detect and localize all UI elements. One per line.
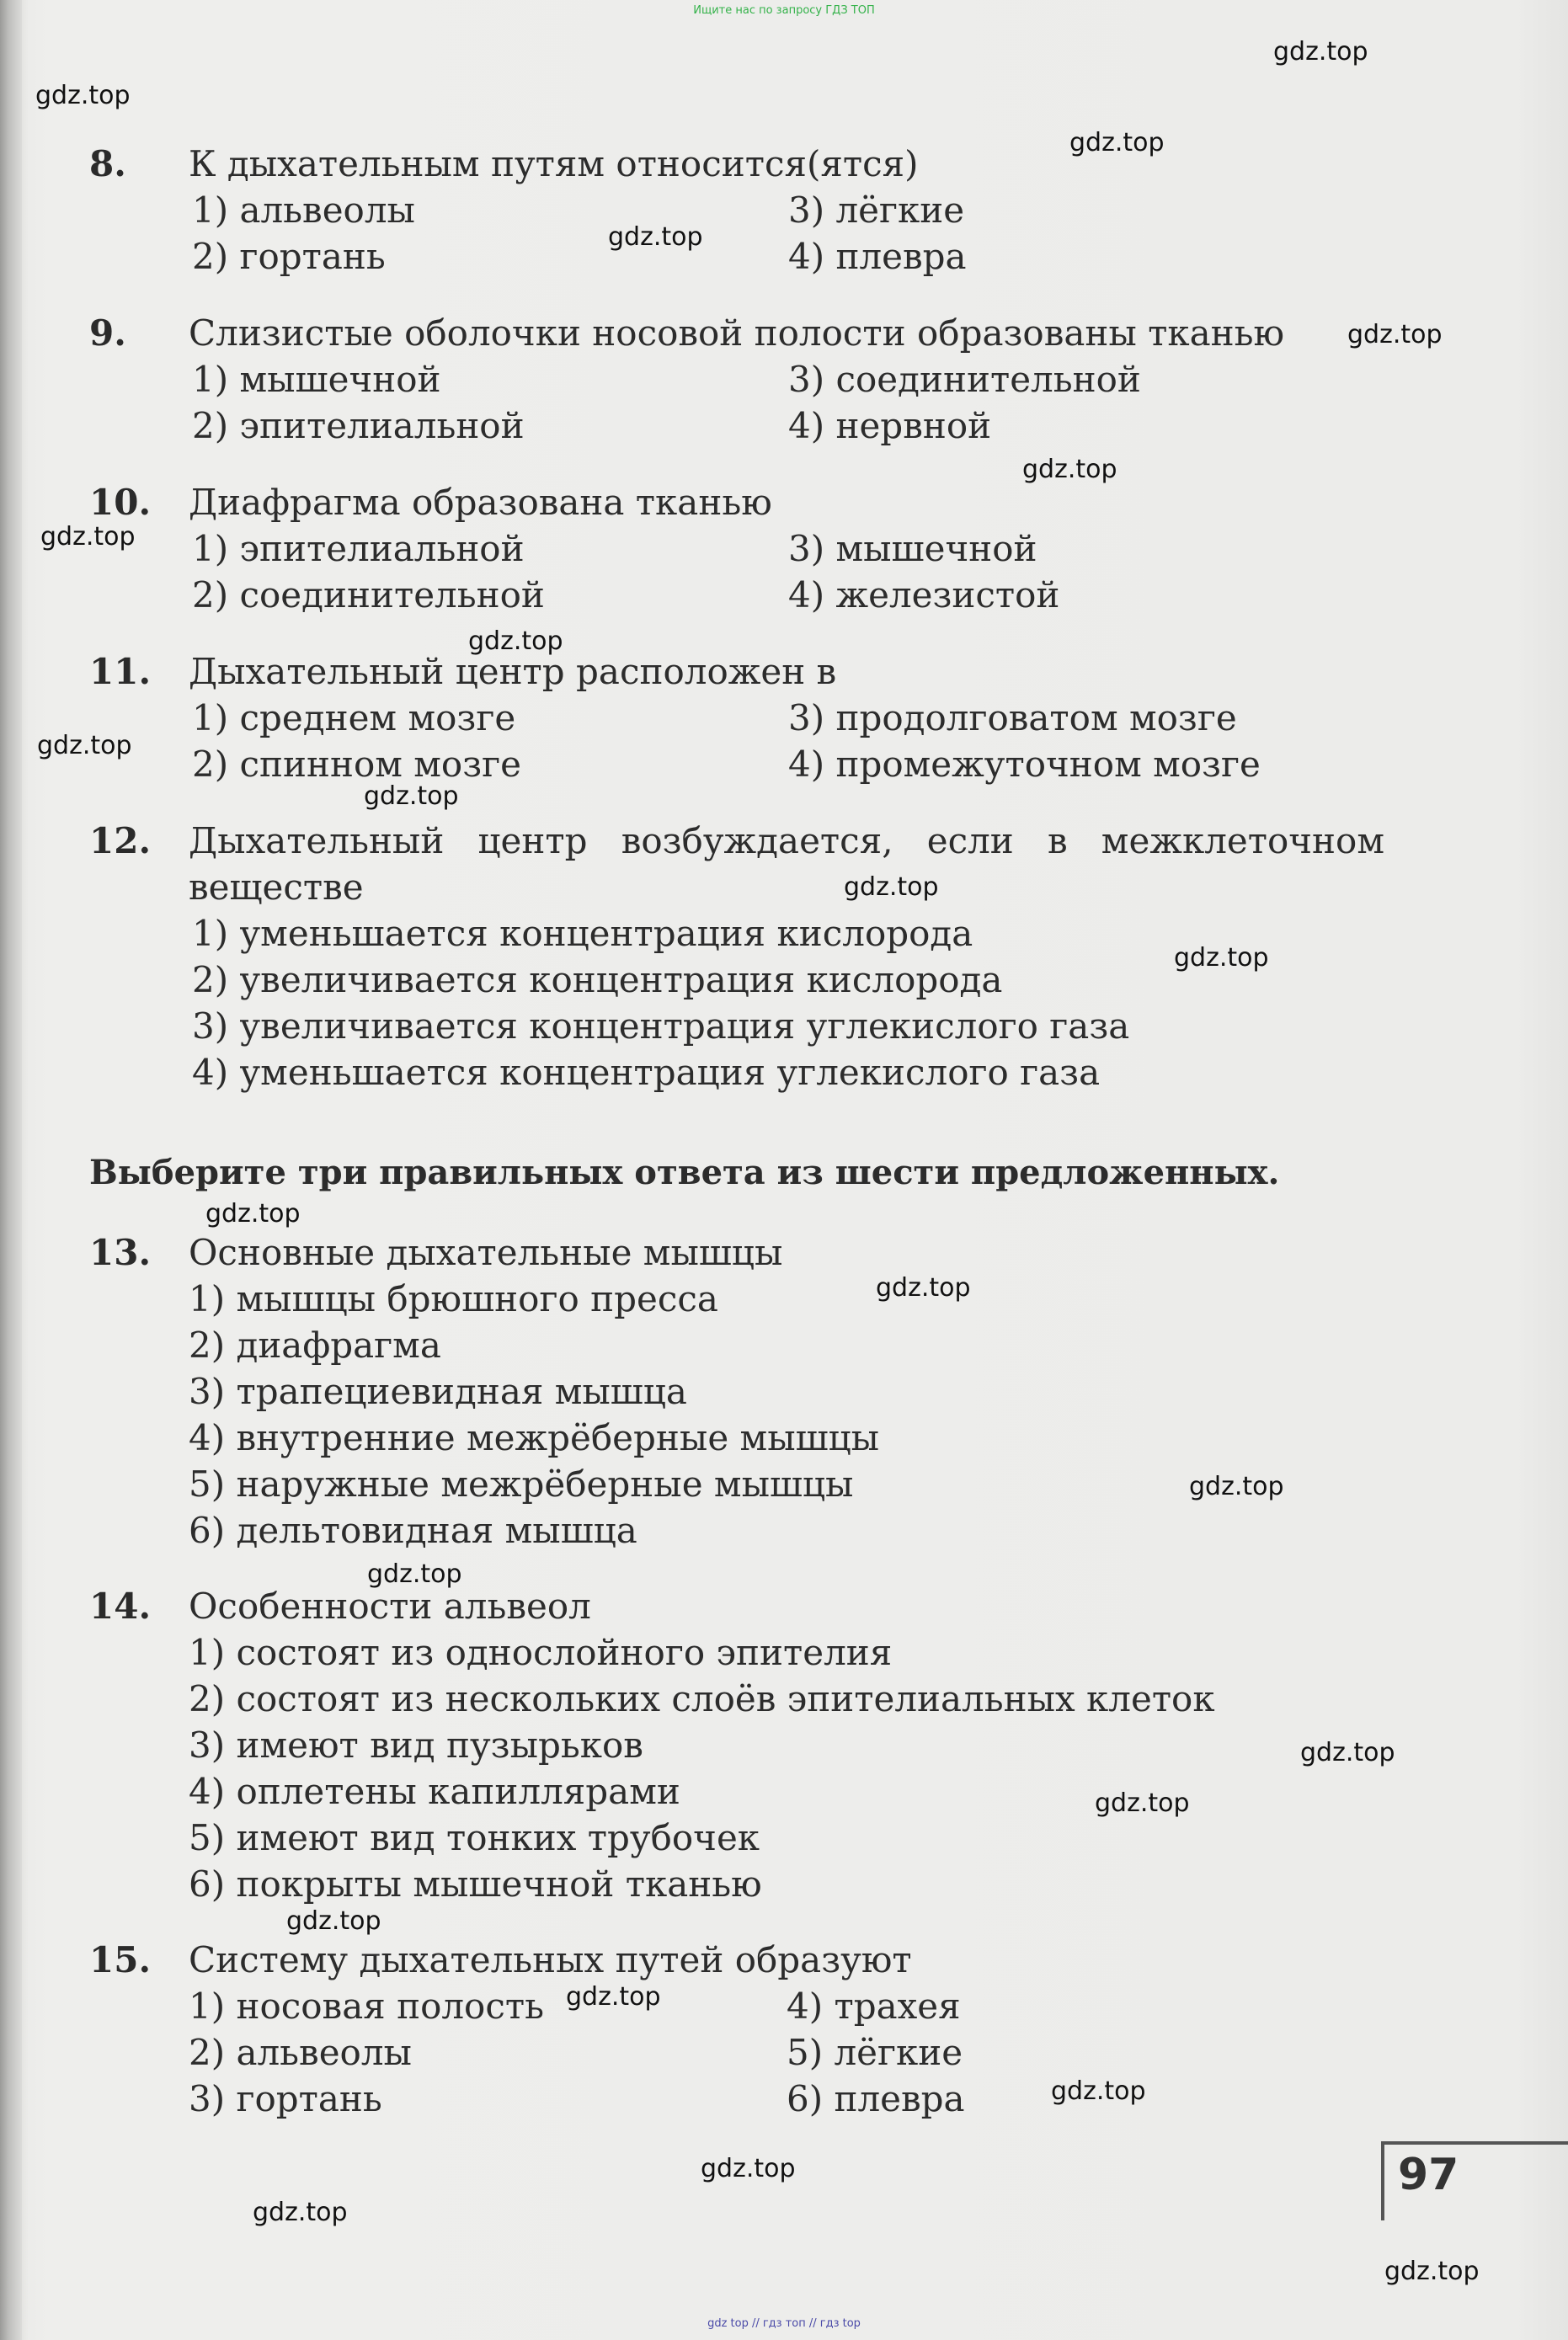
answer-option: 2) состоят из нескольких слоёв эпителиальных клеток bbox=[189, 1678, 1215, 1719]
answer-option: 5) имеют вид тонких трубочек bbox=[189, 1817, 760, 1858]
answer-option: 3) увеличивается концентрация углекислого газа bbox=[192, 1005, 1130, 1047]
watermark: gdz.top bbox=[1189, 1472, 1284, 1501]
watermark: gdz.top bbox=[468, 626, 563, 656]
question-number: 8. bbox=[89, 143, 126, 184]
answer-option: 2) увеличивается концентрация кислорода bbox=[192, 959, 1003, 1000]
answer-option: 4) трахея bbox=[787, 1986, 961, 2027]
answer-option: 6) покрыты мышечной тканью bbox=[189, 1863, 762, 1905]
top-link[interactable]: Ищите нас по запросу ГДЗ ТОП bbox=[693, 4, 875, 17]
question-stem: К дыхательным путям относится(ятся) bbox=[189, 143, 919, 184]
page-number: 97 bbox=[1398, 2150, 1459, 2200]
answer-option: 6) дельтовидная мышца bbox=[189, 1510, 637, 1551]
watermark: gdz.top bbox=[1022, 455, 1117, 484]
question-number: 14. bbox=[89, 1586, 152, 1627]
answer-option: 1) мышечной bbox=[192, 359, 441, 400]
question-number: 13. bbox=[89, 1232, 152, 1273]
answer-option: 1) альвеолы bbox=[192, 189, 415, 231]
answer-option: 3) трапециевидная мышца bbox=[189, 1371, 687, 1412]
watermark: gdz.top bbox=[701, 2154, 796, 2183]
watermark: gdz.top bbox=[205, 1199, 301, 1229]
answer-option: 2) соединительной bbox=[192, 574, 545, 616]
answer-option: 1) состоят из однослойного эпителия bbox=[189, 1632, 893, 1673]
answer-option: 1) мышцы брюшного пресса bbox=[189, 1278, 718, 1319]
question-number: 12. bbox=[89, 820, 152, 861]
question-stem: Слизистые оболочки носовой полости образованы тканью bbox=[189, 312, 1285, 354]
bottom-link[interactable]: gdz top // гдз топ // гдз top bbox=[707, 2317, 861, 2330]
answer-option: 2) эпителиальной bbox=[192, 405, 525, 446]
answer-option: 1) уменьшается концентрация кислорода bbox=[192, 913, 973, 954]
answer-option: 1) эпителиальной bbox=[192, 528, 525, 569]
answer-option: 1) носовая полость bbox=[189, 1986, 544, 2027]
watermark: gdz.top bbox=[1069, 128, 1165, 157]
watermark: gdz.top bbox=[40, 522, 136, 552]
question-stem: Дыхательный центр расположен в bbox=[189, 651, 837, 692]
answer-option: 3) имеют вид пузырьков bbox=[189, 1724, 643, 1766]
question-number: 10. bbox=[89, 482, 152, 523]
answer-option: 5) наружные межрёберные мышцы bbox=[189, 1463, 854, 1505]
watermark: gdz.top bbox=[364, 781, 459, 811]
answer-option: 5) лёгкие bbox=[787, 2032, 963, 2073]
question-stem: Дыхательный центр возбуждается, если в межклеточном веществе bbox=[189, 820, 1384, 908]
watermark: gdz.top bbox=[35, 81, 131, 110]
watermark: gdz.top bbox=[1273, 37, 1368, 67]
answer-option: 2) спинном мозге bbox=[192, 744, 521, 785]
question-number: 9. bbox=[89, 312, 126, 354]
question-number: 11. bbox=[89, 651, 152, 692]
watermark: gdz.top bbox=[253, 2198, 348, 2227]
answer-option: 2) гортань bbox=[192, 236, 386, 277]
answer-option: 4) внутренние межрёберные мышцы bbox=[189, 1417, 880, 1458]
watermark: gdz.top bbox=[876, 1273, 971, 1303]
answer-option: 4) оплетены капиллярами bbox=[189, 1771, 680, 1812]
watermark: gdz.top bbox=[1347, 320, 1443, 349]
watermark: gdz.top bbox=[286, 1906, 381, 1936]
watermark: gdz.top bbox=[566, 1982, 661, 2012]
watermark: gdz.top bbox=[1300, 1738, 1395, 1767]
watermark: gdz.top bbox=[37, 731, 132, 760]
answer-option: 3) соединительной bbox=[788, 359, 1141, 400]
question-stem: Диафрагма образована тканью bbox=[189, 482, 772, 523]
question-stem: Систему дыхательных путей образуют bbox=[189, 1939, 912, 1980]
answer-option: 1) среднем мозге bbox=[192, 697, 516, 738]
answer-option: 3) мышечной bbox=[788, 528, 1037, 569]
watermark: gdz.top bbox=[367, 1559, 462, 1589]
page-spine-shadow bbox=[0, 0, 22, 2340]
answer-option: 4) плевра bbox=[788, 236, 967, 277]
answer-option: 4) нервной bbox=[788, 405, 992, 446]
section-instruction: Выберите три правильных ответа из шести предложенных. bbox=[89, 1153, 1280, 1192]
answer-option: 6) плевра bbox=[787, 2078, 965, 2119]
watermark: gdz.top bbox=[844, 872, 939, 902]
watermark: gdz.top bbox=[1051, 2076, 1146, 2106]
question-stem: Основные дыхательные мышцы bbox=[189, 1232, 783, 1273]
answer-option: 4) промежуточном мозге bbox=[788, 744, 1261, 785]
watermark: gdz.top bbox=[608, 222, 703, 252]
watermark: gdz.top bbox=[1384, 2257, 1480, 2286]
answer-option: 2) диафрагма bbox=[189, 1325, 441, 1366]
answer-option: 3) гортань bbox=[189, 2078, 382, 2119]
answer-option: 3) лёгкие bbox=[788, 189, 965, 231]
answer-option: 4) железистой bbox=[788, 574, 1060, 616]
question-stem: Особенности альвеол bbox=[189, 1586, 591, 1627]
answer-option: 2) альвеолы bbox=[189, 2032, 412, 2073]
answer-option: 4) уменьшается концентрация углекислого газа bbox=[192, 1052, 1101, 1093]
answer-option: 3) продолговатом мозге bbox=[788, 697, 1237, 738]
watermark: gdz.top bbox=[1095, 1788, 1190, 1818]
question-number: 15. bbox=[89, 1939, 152, 1980]
watermark: gdz.top bbox=[1174, 943, 1269, 973]
